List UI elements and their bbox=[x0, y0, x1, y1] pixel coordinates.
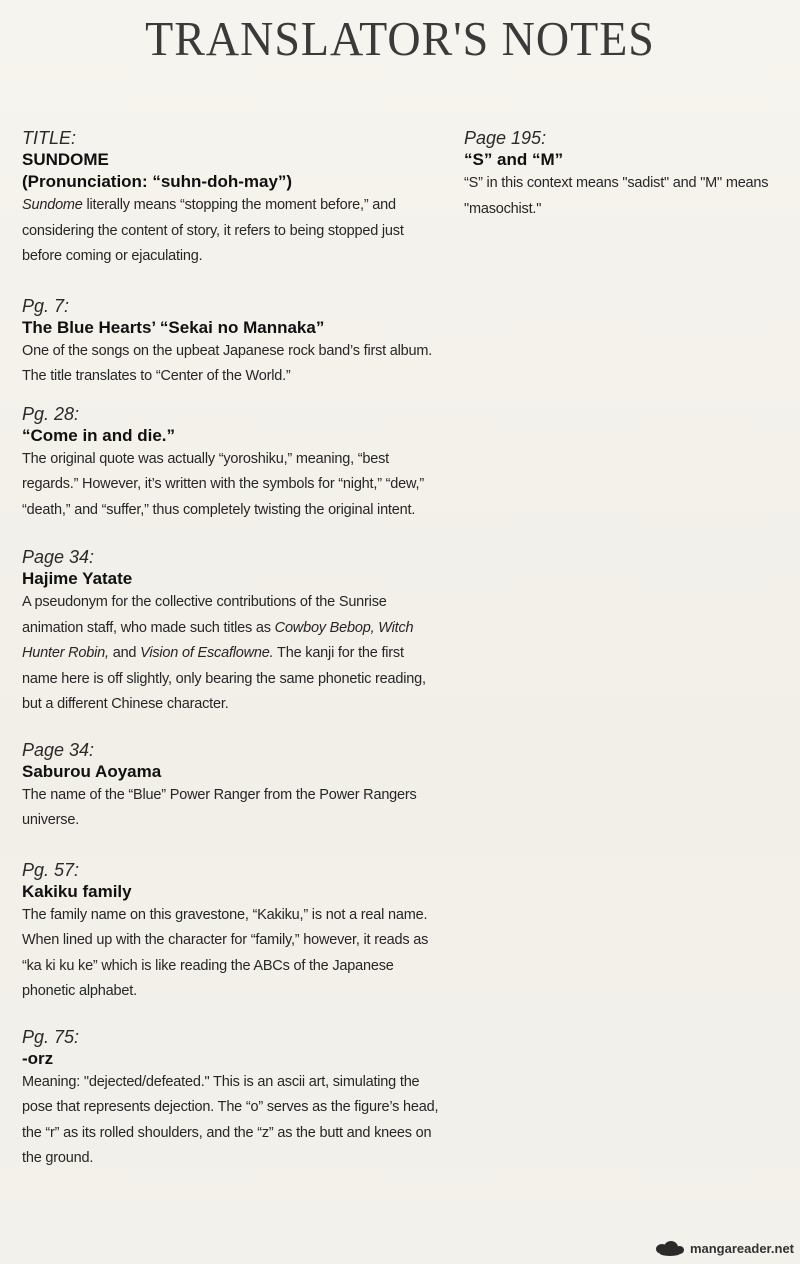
note-body: One of the songs on the upbeat Japanese rock band’s first album. The title translates to “Center of the World.” bbox=[22, 342, 433, 384]
note-ref: Page 195: bbox=[464, 128, 547, 148]
note-body-text: A pseudonym for the collective contributions of the Sunrise animation staff, who made such titles as bbox=[22, 594, 387, 636]
note-body: Meaning: "dejected/defeated." This is an ascii art, simulating the pose that represents dejection. The “o” serves as the figure’s head, the “r” as its rolled shoulders, and the “z” as the butt and knees on the ground. bbox=[22, 1073, 439, 1166]
note-body bbox=[22, 590, 442, 718]
note-body-text: and bbox=[108, 645, 141, 661]
note-pg7 bbox=[22, 296, 442, 390]
note-term: Kakiku family bbox=[22, 881, 132, 901]
note-page195 bbox=[464, 128, 794, 222]
note-body-emphasis: Sundome bbox=[22, 197, 83, 213]
note-term: -orz bbox=[22, 1048, 54, 1068]
note-body bbox=[22, 193, 442, 270]
note-ref: Pg. 7: bbox=[22, 295, 70, 316]
note-term: “S” and “M” bbox=[464, 150, 564, 169]
page-title: TRANSLATOR'S NOTES bbox=[145, 11, 655, 66]
note-title bbox=[22, 128, 442, 270]
note-body-emphasis: Vision of Escaflowne. bbox=[140, 645, 274, 661]
note-body-emphasis: Cowboy Bebop, Witch Hunter Robin, bbox=[22, 619, 414, 661]
note-body: “S” in this context means "sadist" and "M" means "masochist." bbox=[464, 175, 769, 217]
left-column bbox=[22, 128, 442, 1194]
note-term: “Come in and die.” bbox=[22, 425, 176, 445]
note-pg28 bbox=[22, 404, 442, 524]
note-body-text: literally means “stopping the moment before,” and considering the content of story, it refers to being stopped just before coming or ejaculating. bbox=[22, 197, 404, 264]
note-pronunciation: (Pronunciation: “suhn-doh-may”) bbox=[22, 172, 293, 191]
note-pg57 bbox=[22, 860, 442, 1005]
right-column bbox=[464, 128, 794, 244]
note-term: SUNDOME bbox=[22, 150, 109, 169]
note-pg75 bbox=[22, 1027, 442, 1172]
note-body-text: The kanji for the first name here is off slightly, only bearing the same phonetic reading, but a different Chinese character. bbox=[22, 645, 426, 712]
note-body: The original quote was actually “yoroshiku,” meaning, “best regards.” However, it’s written with the symbols for “night,” “dew,” “death,” and “suffer,” thus completely twisting the original intent. bbox=[22, 450, 424, 518]
note-page34-saburou bbox=[22, 740, 442, 834]
note-ref: Page 34: bbox=[22, 547, 95, 567]
note-ref: Pg. 28: bbox=[22, 403, 80, 424]
note-ref: Page 34: bbox=[22, 739, 95, 760]
note-body: The family name on this gravestone, “Kakiku,” is not a real name. When lined up with the character for “family,” however, it reads as “ka ki ku ke” which is like reading the ABCs of the Japanese phonetic alphabet. bbox=[22, 906, 429, 999]
note-ref: Pg. 57: bbox=[22, 859, 80, 880]
note-term: Hajime Yatate bbox=[22, 569, 133, 588]
note-body: The name of the “Blue” Power Ranger from the Power Rangers universe. bbox=[22, 786, 417, 828]
note-ref: TITLE: bbox=[22, 128, 77, 148]
splat-logo-icon bbox=[656, 1240, 686, 1256]
note-page34-hajime bbox=[22, 547, 442, 718]
note-ref: Pg. 75: bbox=[22, 1026, 80, 1047]
watermark-text: mangareader.net bbox=[689, 1240, 794, 1256]
note-term: The Blue Hearts’ “Sekai no Mannaka” bbox=[22, 317, 325, 337]
watermark bbox=[656, 1240, 794, 1256]
note-term: Saburou Aoyama bbox=[22, 761, 162, 781]
